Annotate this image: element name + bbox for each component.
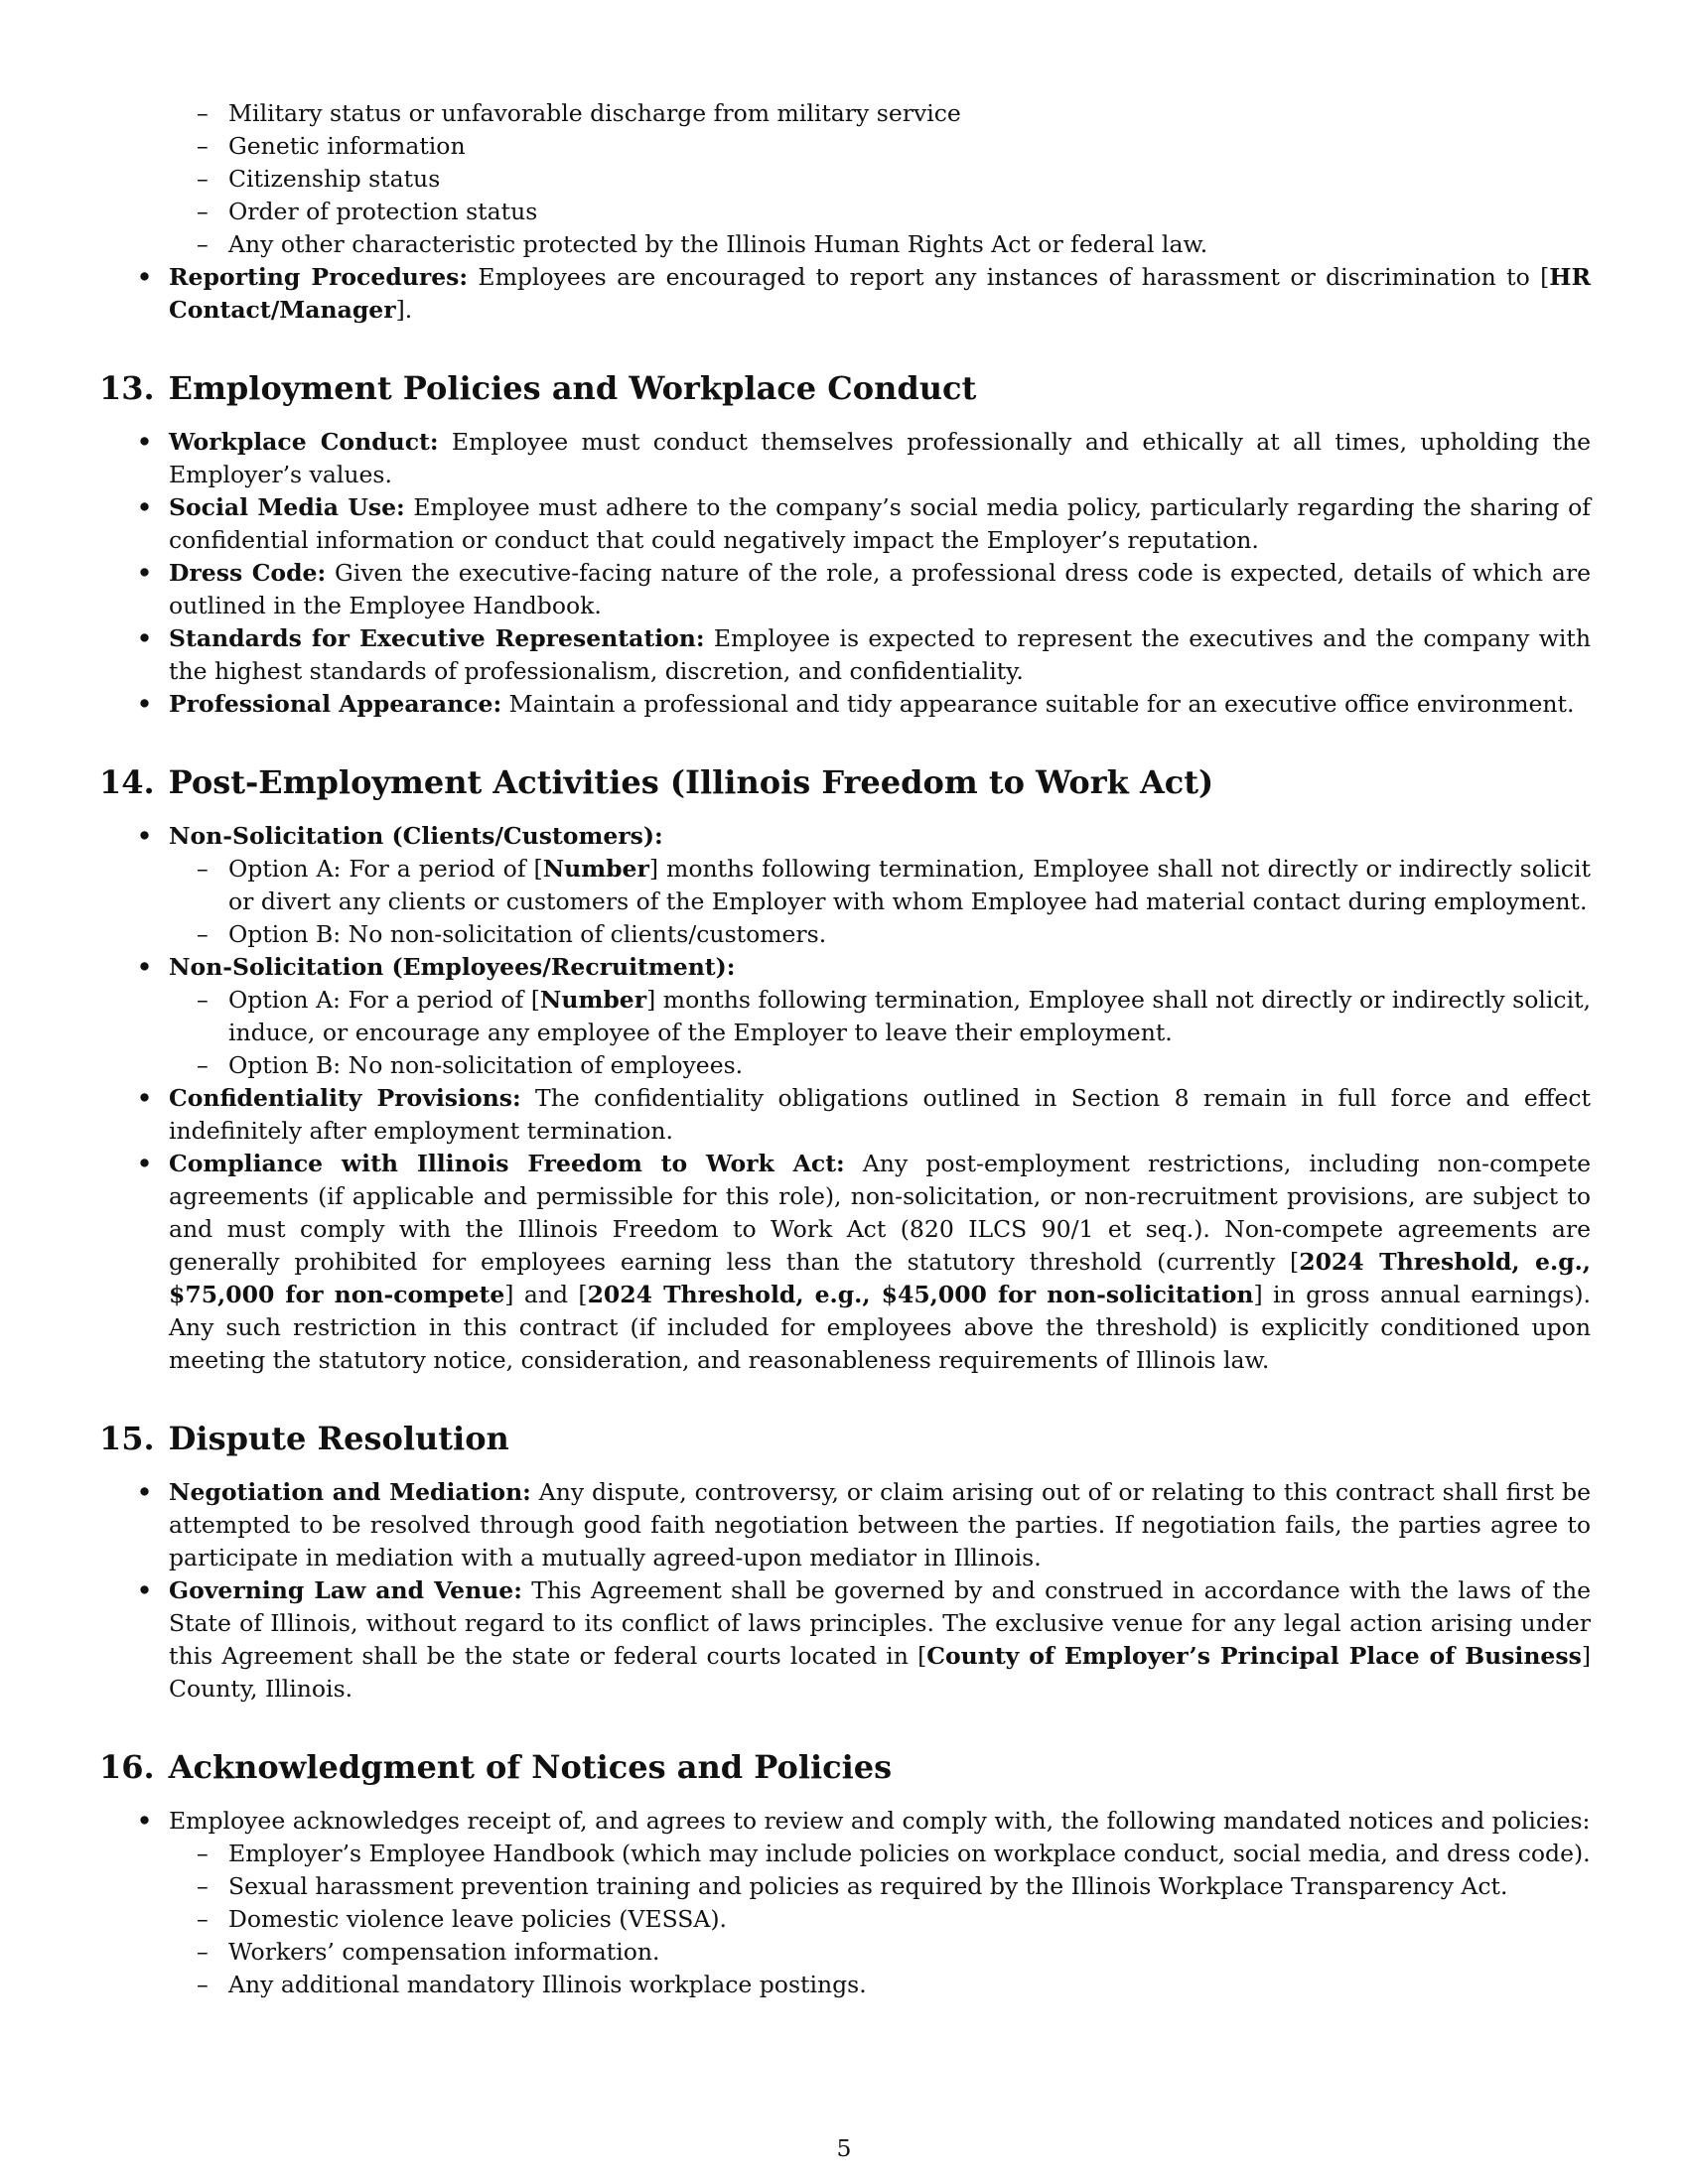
list-item: • Confidentiality Provisions: The confidentiality obligations outlined in Section 8 remain in full force and effect indefinitely after employment termination. bbox=[137, 1084, 1591, 1145]
section-13-heading: 13. Employment Policies and Workplace Conduct bbox=[99, 369, 977, 407]
section-15-heading: 15. Dispute Resolution bbox=[99, 1420, 509, 1457]
list-item: – Citizenship status bbox=[197, 165, 441, 193]
page-number: 5 bbox=[836, 2134, 852, 2162]
section-14-heading: 14. Post-Employment Activities (Illinois Freedom to Work Act) bbox=[99, 763, 1214, 801]
list-item: – Workers’ compensation information. bbox=[197, 1938, 660, 1966]
list-item: – Option B: No non-solicitation of employees. bbox=[197, 1051, 744, 1079]
section-14-list bbox=[99, 820, 1591, 1377]
list-item: • Employee acknowledges receipt of, and agrees to review and comply with, the following mandated notices and policies: bbox=[137, 1807, 1591, 1835]
list-item: – Option A: For a period of [Number] months following termination, Employee shall not directly or indirectly solicit, induce, or encourage any employee of the Employer to leave their employment. bbox=[197, 986, 1591, 1046]
list-item: • Non-Solicitation (Employees/Recruitment): bbox=[137, 953, 736, 981]
list-item: • Negotiation and Mediation: Any dispute, controversy, or claim arising out of or relating to this contract shall first be attempted to be resolved through good faith negotiation between the parties. If negotiation fails, the parties agree to participate in mediation with a mutually agreed-upon mediator in Illinois. bbox=[137, 1478, 1591, 1571]
list-item: – Sexual harassment prevention training and policies as required by the Illinois Workplace Transparency Act. bbox=[197, 1872, 1508, 1900]
section-16-list bbox=[99, 1805, 1591, 2001]
section-16-heading: 16. Acknowledgment of Notices and Policies bbox=[99, 1748, 893, 1786]
section-15-list bbox=[99, 1476, 1591, 1706]
list-item: – Order of protection status bbox=[197, 198, 538, 225]
list-item: – Employer’s Employee Handbook (which may include policies on workplace conduct, social media, and dress code). bbox=[197, 1840, 1591, 1867]
list-item: – Military status or unfavorable discharge from military service bbox=[197, 99, 961, 127]
list-item: – Option B: No non-solicitation of clients/customers. bbox=[197, 920, 827, 948]
list-item: • Governing Law and Venue: This Agreement shall be governed by and construed in accordance with the laws of the State of Illinois, without regard to its conflict of laws principles. The exclusive venue for any legal action arising under this Agreement shall be the state or federal courts located in [County of Employer’s Principal Place of Business] County, Illinois. bbox=[137, 1576, 1591, 1703]
document-page bbox=[99, 97, 1591, 2001]
list-item: • Professional Appearance: Maintain a professional and tidy appearance suitable for an executive office environment. bbox=[137, 690, 1575, 718]
list-item: • Social Media Use: Employee must adhere to the company’s social media policy, particularly regarding the sharing of confidential information or conduct that could negatively impact the Employer’s reputation. bbox=[137, 493, 1591, 554]
list-item: • Dress Code: Given the executive-facing nature of the role, a professional dress code is expected, details of which are outlined in the Employee Handbook. bbox=[137, 559, 1591, 619]
list-item: • Non-Solicitation (Clients/Customers): bbox=[137, 822, 663, 850]
list-item: – Any additional mandatory Illinois workplace postings. bbox=[197, 1971, 867, 1998]
list-item: – Option A: For a period of [Number] months following termination, Employee shall not directly or indirectly solicit or divert any clients or customers of the Employer with whom Employee had material contact during employment. bbox=[197, 855, 1592, 915]
protected-characteristics-list bbox=[99, 97, 1591, 261]
list-item: – Any other characteristic protected by the Illinois Human Rights Act or federal law. bbox=[197, 230, 1208, 258]
list-item: • Standards for Executive Representation: Employee is expected to represent the executives and the company with the highest standards of professionalism, discretion, and confidentiality. bbox=[137, 624, 1591, 685]
list-item: – Genetic information bbox=[197, 132, 466, 160]
list-item: – Domestic violence leave policies (VESSA). bbox=[197, 1905, 727, 1933]
reporting-procedures-item: • Reporting Procedures: Employees are encouraged to report any instances of harassment or discrimination to [HR Contact/Manager]. bbox=[137, 263, 1591, 324]
list-item: • Compliance with Illinois Freedom to Work Act: Any post-employment restrictions, including non-compete agreements (if applicable and permissible for this role), non-solicitation, or non-recruitment provisions, are subject to and must comply with the Illinois Freedom to Work Act (820 ILCS 90/1 et seq.). Non-compete agreements are generally prohibited for employees earning less than the statutory threshold (currently [2024 Threshold, e.g., $75,000 for non-compete] and [2024 Threshold, e.g., $45,000 for non-solicitation] in gross annual earnings). Any such restriction in this contract (if included for employees above the threshold) is explicitly conditioned upon meeting the statutory notice, consideration, and reasonableness requirements of Illinois law. bbox=[137, 1150, 1592, 1374]
list-item: • Workplace Conduct: Employee must conduct themselves professionally and ethically at all times, upholding the Employer’s values. bbox=[137, 428, 1591, 488]
section-13-list bbox=[99, 426, 1591, 721]
